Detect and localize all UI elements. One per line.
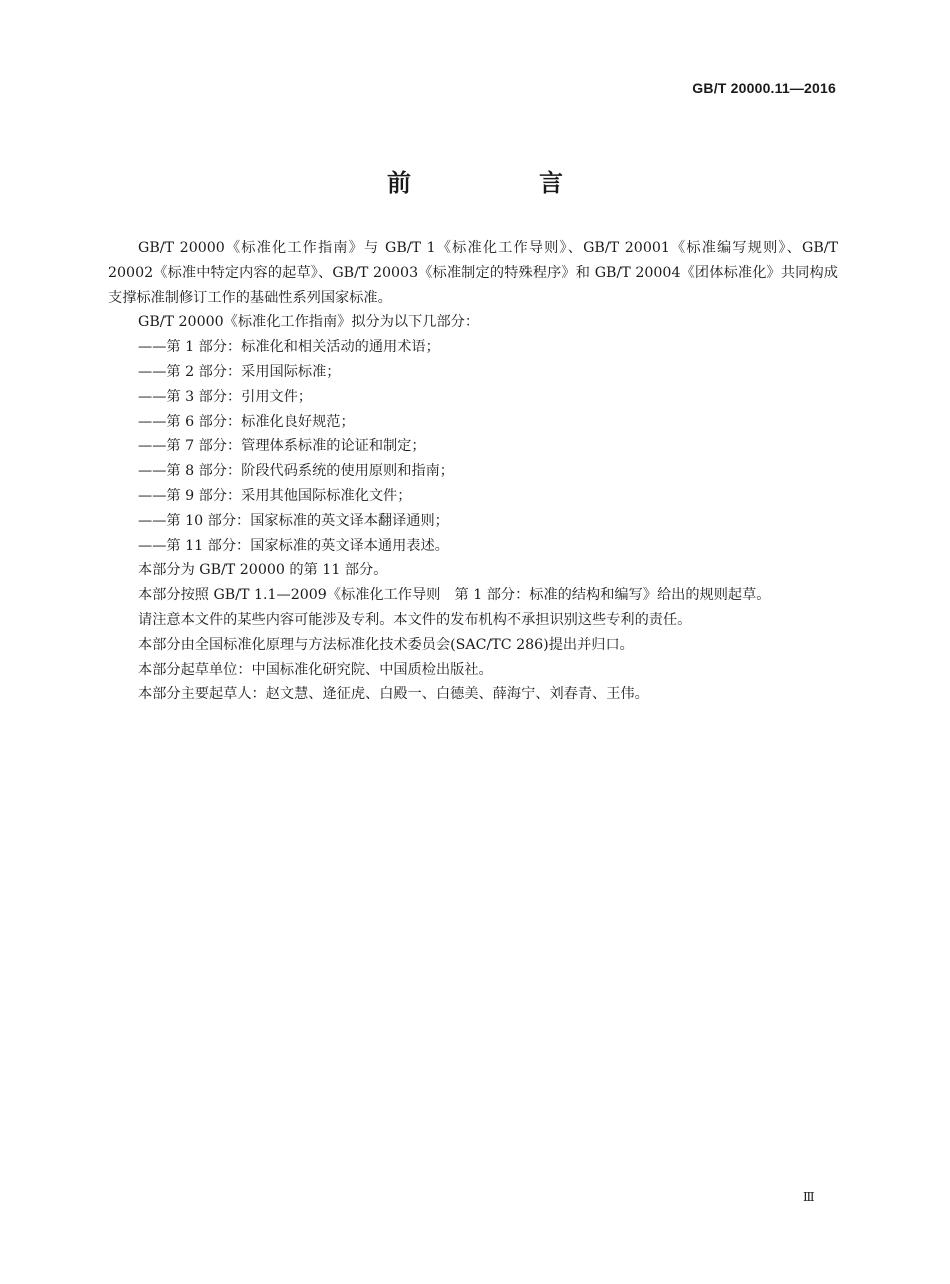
list-item-part-11: ——第 11 部分：国家标准的英文译本通用表述。 (138, 537, 449, 554)
list-item-part-8: ——第 8 部分：阶段代码系统的使用原则和指南； (138, 463, 454, 480)
list-item-part-9: ——第 9 部分：采用其他国际标准化文件； (138, 487, 412, 504)
foreword-body (108, 236, 838, 707)
statement-proposer: 本部分由全国标准化原理与方法标准化技术委员会(SAC/TC 286)提出并归口。 (138, 636, 634, 653)
list-item-part-10: ——第 10 部分：国家标准的英文译本翻译通则； (138, 512, 449, 529)
page-title: 前 言 (387, 169, 615, 197)
parts-intro: GB/T 20000《标准化工作指南》拟分为以下几部分： (138, 314, 480, 331)
list-item-part-2: ——第 2 部分：采用国际标准； (138, 363, 341, 380)
statement-drafting-organizations: 本部分起草单位：中国标准化研究院、中国质检出版社。 (138, 661, 493, 678)
list-item-part-6: ——第 6 部分：标准化良好规范； (138, 413, 355, 430)
statement-drafting-rules: 本部分按照 GB/T 1.1—2009《标准化工作导则 第 1 部分：标准的结构和编写》给出的规则起草。 (138, 587, 771, 604)
standard-code: GB/T 20000.11—2016 (692, 80, 836, 96)
statement-part-number: 本部分为 GB/T 20000 的第 11 部分。 (138, 562, 388, 579)
statement-drafters: 本部分主要起草人：赵文慧、逄征虎、白殿一、白德美、薛海宁、刘春青、王伟。 (138, 686, 649, 703)
page-number: Ⅲ (803, 1190, 815, 1204)
intro-paragraph: GB/T 20000《标准化工作指南》与 GB/T 1《标准化工作导则》、GB/T 20001《标准编写规则》、GB/T 20002《标准中特定内容的起草》、GB/T 20003《标准制定的特殊程序》和 GB/T 20004《团体标准化》共同构成支撑标准制修订工作的基础性系列国家标准。 (108, 240, 838, 306)
list-item-part-3: ——第 3 部分：引用文件； (138, 388, 313, 405)
list-item-part-7: ——第 7 部分：管理体系标准的论证和制定； (138, 438, 426, 455)
list-item-part-1: ——第 1 部分：标准化和相关活动的通用术语； (138, 339, 440, 356)
statement-patent-notice: 请注意本文件的某些内容可能涉及专利。本文件的发布机构不承担识别这些专利的责任。 (138, 611, 692, 628)
